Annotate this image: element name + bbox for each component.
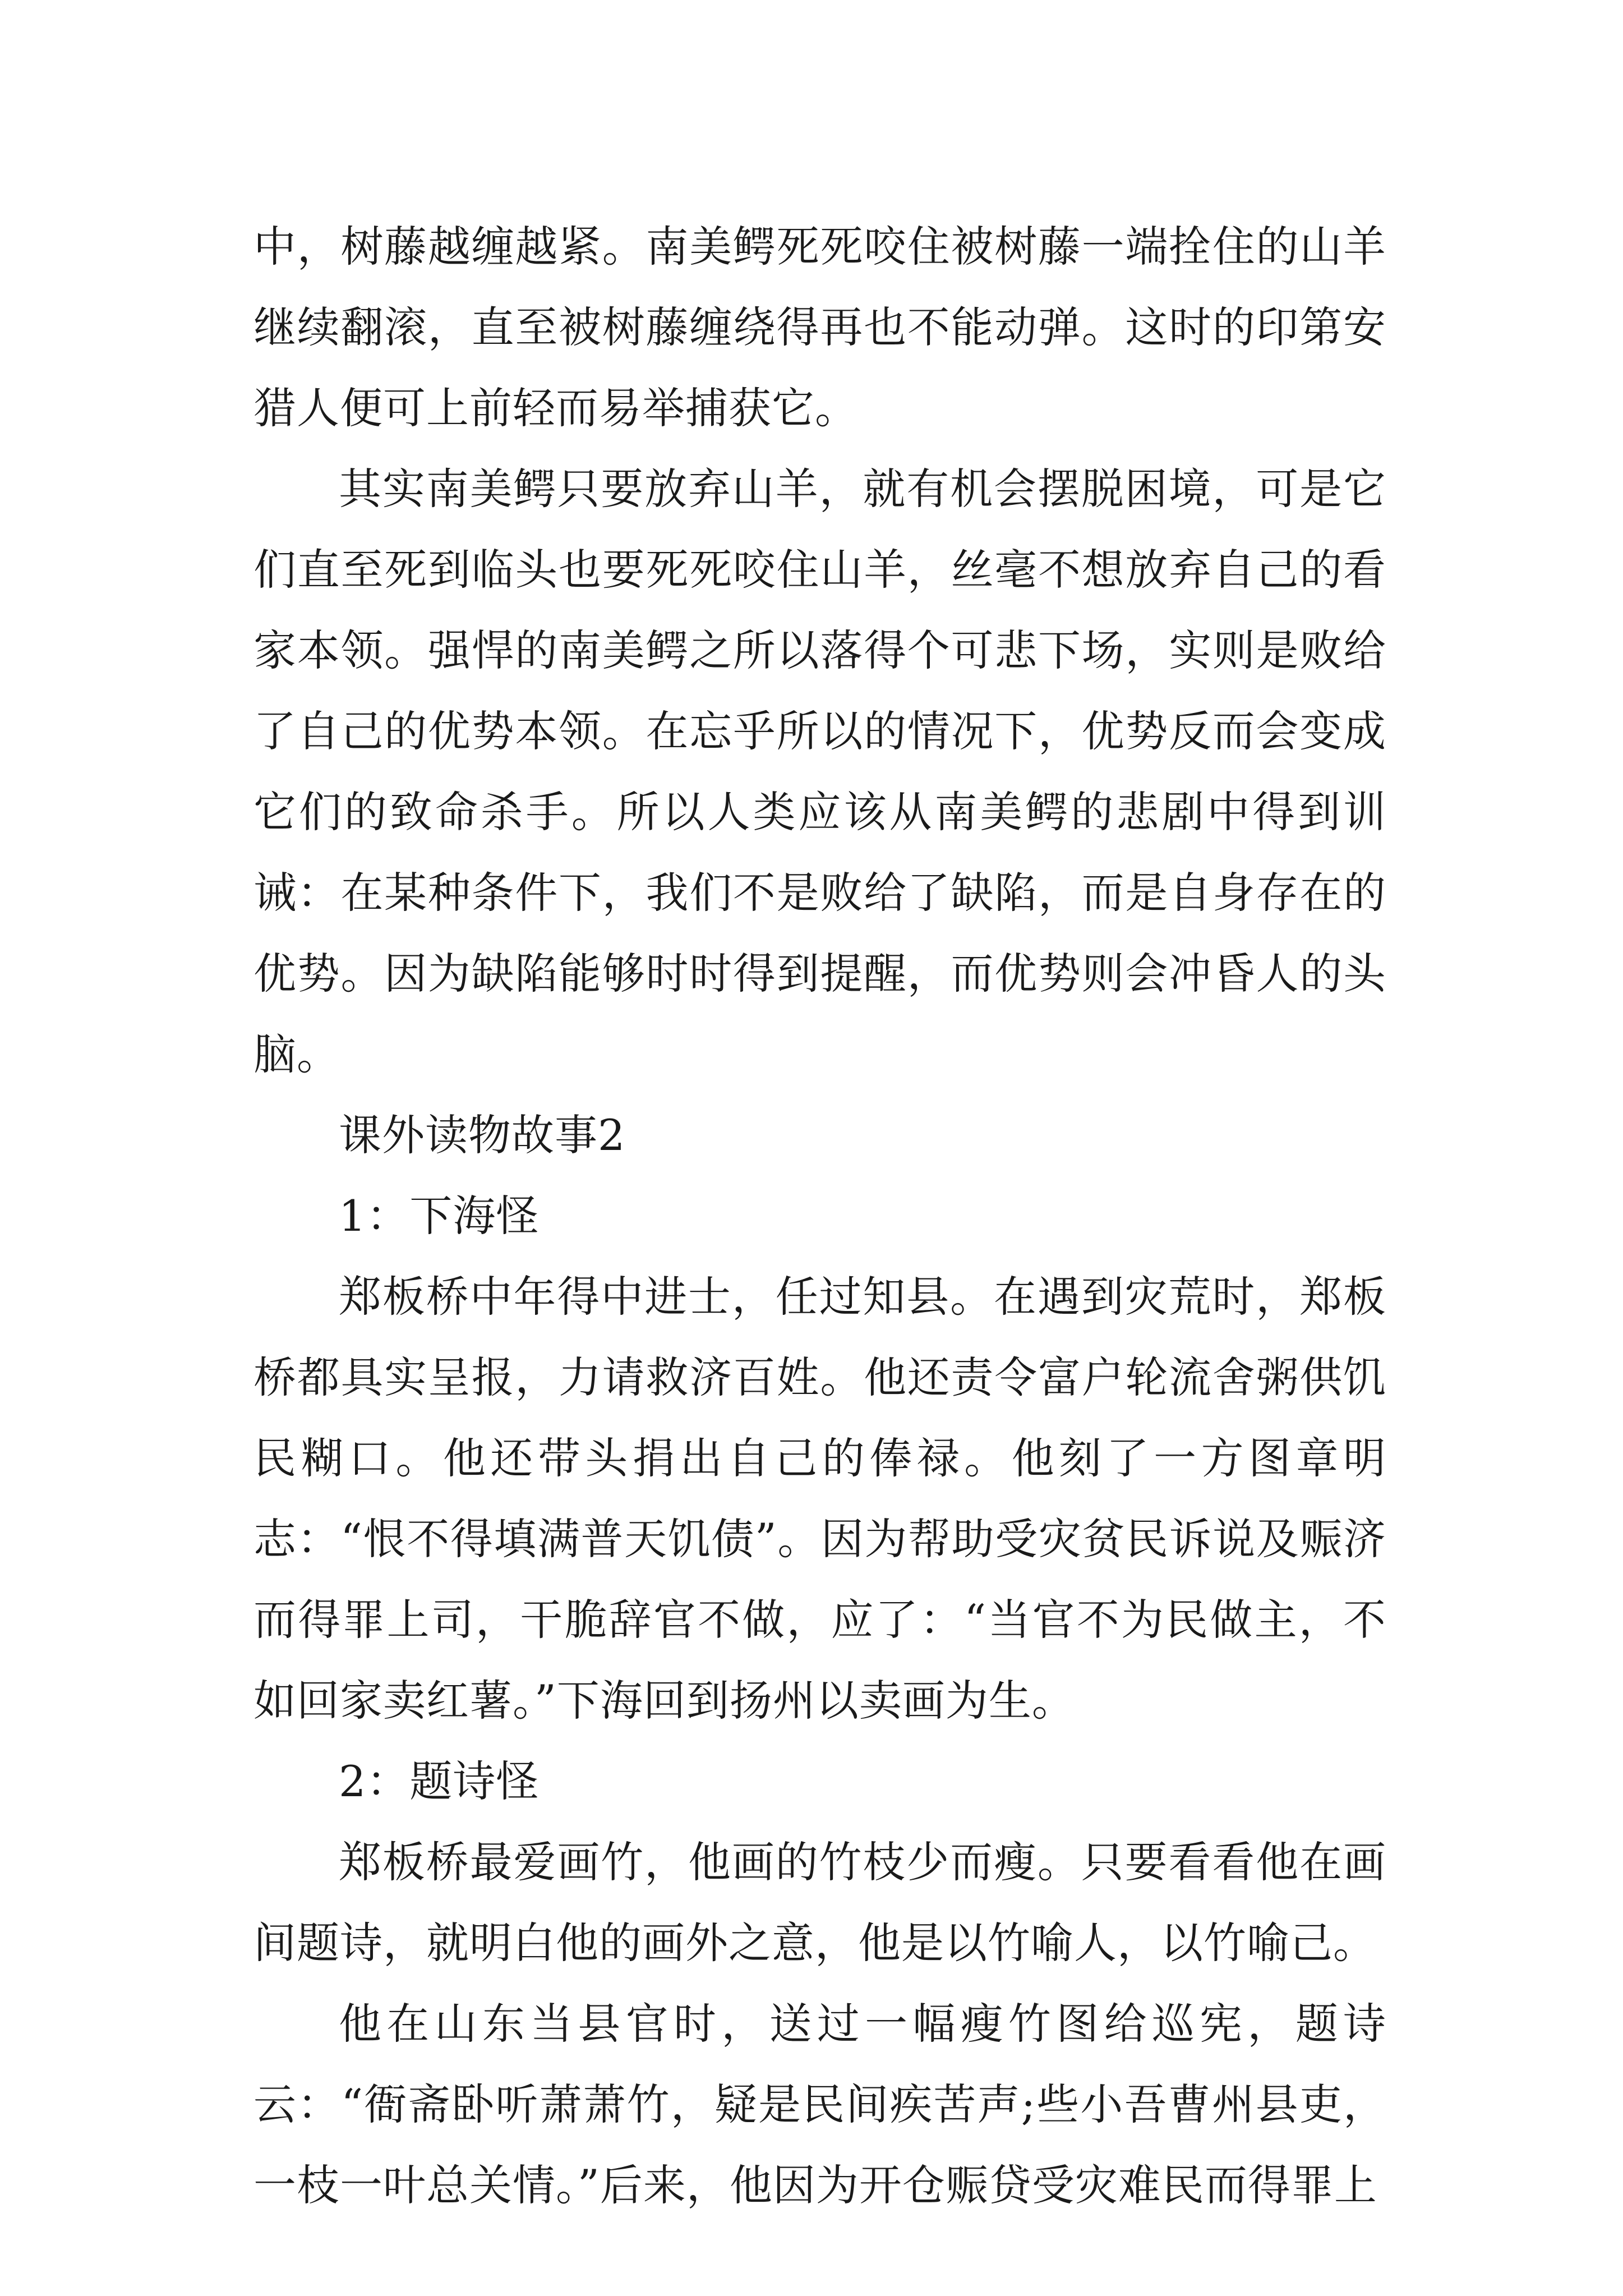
paragraph-continuation: 中，树藤越缠越紧。南美鳄死死咬住被树藤一端拴住的山羊继续翻滚，直至被树藤缠绕得再也不能动弹。这时的印第安猎人便可上前轻而易举捕获它。: [253, 222, 1386, 433]
paragraph-shandong-poem: 他在山东当县官时，送过一幅瘦竹图给巡宪，题诗云：“衙斋卧听萧萧竹，疑是民间疾苦声;些小吾曹州县吏，一枝一叶总关情。”后来，他因为开仓赈贷受灾难民而得罪上: [253, 1999, 1386, 2210]
paragraph-crocodile-moral: 其实南美鳄只要放弃山羊，就有机会摆脱困境，可是它们直至死到临头也要死死咬住山羊，丝毫不想放弃自己的看家本领。强悍的南美鳄之所以落得个可悲下场，实则是败给了自己的优势本领。在忘乎所以的情况下，优势反而会变成它们的致命杀手。所以人类应该从南美鳄的悲剧中得到训诫：在某种条件下，我们不是败给了缺陷，而是自身存在的优势。因为缺陷能够时时得到提醒，而优势则会冲昏人的头脑。: [253, 464, 1386, 1079]
subheading-1: 1：下海怪: [339, 1191, 540, 1241]
paragraph-zheng-banqiao-official: 郑板桥中年得中进士，任过知县。在遇到灾荒时，郑板桥都具实呈报，力请救济百姓。他还责令富户轮流舍粥供饥民糊口。他还带头捐出自己的俸禄。他刻了一方图章明志：“恨不得填满普天饥债”。因为帮助受灾贫民诉说及赈济而得罪上司，干脆辞官不做，应了：“当官不为民做主，不如回家卖红薯。”下海回到扬州以卖画为生。: [253, 1272, 1386, 1726]
section-heading-story-2: 课外读物故事2: [339, 1110, 626, 1160]
paragraph-bamboo-painting: 郑板桥最爱画竹，他画的竹枝少而瘦。只要看看他在画间题诗，就明白他的画外之意，他是以竹喻人，以竹喻己。: [253, 1837, 1386, 1968]
subheading-2: 2：题诗怪: [339, 1756, 540, 1806]
document-body: [253, 206, 1386, 2226]
